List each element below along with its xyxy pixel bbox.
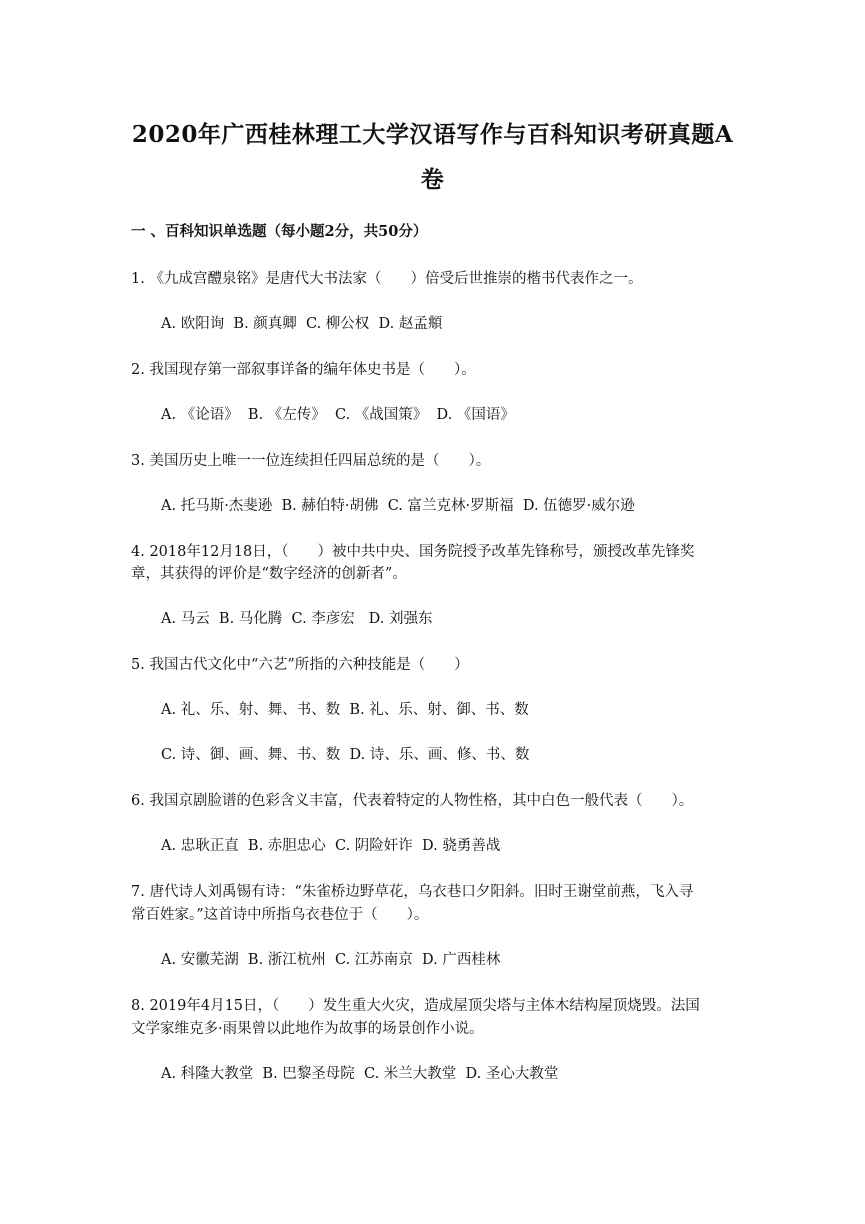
question-7-options: A. 安徽芜湖 B. 浙江杭州 C. 江苏南京 D. 广西桂林 [161, 952, 501, 968]
question-5-text: 5. 我国古代文化中“六艺”所指的六种技能是（ ） [131, 657, 469, 673]
question-3-text: 3. 美国历史上唯一一位连续担任四届总统的是（ ）。 [131, 453, 491, 469]
question-8-text-line-1: 8. 2019年4月15日，（ ）发生重大火灾，造成屋顶尖塔与主体木结构屋顶烧毁。法国 [131, 998, 700, 1014]
question-4-text-line-1: 4. 2018年12月18日，（ ）被中共中央、国务院授予改革先锋称号，颁授改革先锋奖 [131, 544, 695, 560]
section-heading: 一 、百科知识单选题（每小题2分，共50分） [131, 223, 428, 240]
question-8-options: A. 科隆大教堂 B. 巴黎圣母院 C. 米兰大教堂 D. 圣心大教堂 [161, 1066, 559, 1082]
question-2-options: A. 《论语》 B. 《左传》 C. 《战国策》 D. 《国语》 [161, 407, 515, 423]
page-title-line-2: 卷 [420, 166, 445, 193]
question-4-options: A. 马云 B. 马化腾 C. 李彦宏 D. 刘强东 [161, 611, 433, 627]
question-6-text: 6. 我国京剧脸谱的色彩含义丰富，代表着特定的人物性格，其中白色一般代表（ ）。 [131, 793, 694, 809]
question-1-options: A. 欧阳询 B. 颜真卿 C. 柳公权 D. 赵孟頫 [161, 316, 443, 332]
page-title-line-1: 2020年广西桂林理工大学汉语写作与百科知识考研真题A [131, 121, 734, 148]
question-6-options: A. 忠耿正直 B. 赤胆忠心 C. 阴险奸诈 D. 骁勇善战 [161, 838, 501, 854]
question-5-options-cd: C. 诗、御、画、舞、书、数 D. 诗、乐、画、修、书、数 [161, 747, 530, 763]
question-2-text: 2. 我国现存第一部叙事详备的编年体史书是（ ）。 [131, 362, 476, 378]
question-8-text-line-2: 文学家维克多·雨果曾以此地作为故事的场景创作小说。 [131, 1021, 484, 1037]
question-4-text-line-2: 章，其获得的评价是“数字经济的创新者”。 [131, 566, 407, 582]
question-7-text-line-2: 常百姓家。”这首诗中所指乌衣巷位于（ ）。 [131, 907, 429, 923]
question-1-text: 1. 《九成宫醴泉铭》是唐代大书法家（ ）倍受后世推崇的楷书代表作之一。 [131, 271, 643, 287]
question-3-options: A. 托马斯·杰斐逊 B. 赫伯特·胡佛 C. 富兰克林·罗斯福 D. 伍德罗·威尔逊 [161, 498, 635, 514]
question-5-options-ab: A. 礼、乐、射、舞、书、数 B. 礼、乐、射、御、书、数 [161, 702, 529, 718]
question-7-text-line-1: 7. 唐代诗人刘禹锡有诗：“朱雀桥边野草花，乌衣巷口夕阳斜。旧时王谢堂前燕，飞入寻 [131, 884, 694, 900]
